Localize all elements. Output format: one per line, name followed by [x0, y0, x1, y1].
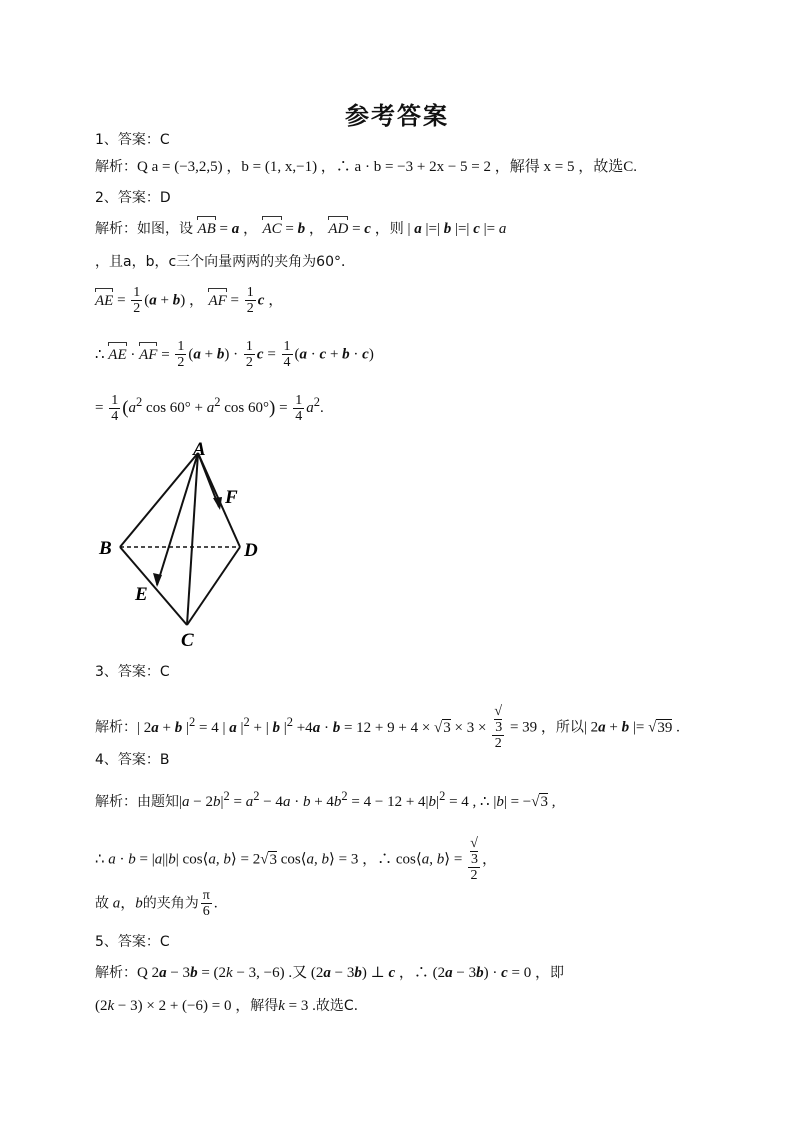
q4-answer: 4、答案：B [95, 752, 170, 768]
q4-known: 由题知 [137, 794, 179, 810]
label-c: C [181, 630, 194, 651]
q2-explanation-3: ∴ AE · AF = $\frac{1}{2}$ (a + b) · $\frac{1}{2}$ c = $\frac{1}{4}$ (a · c + b · c) [95, 339, 374, 370]
q2-explanation-1: 解析：如图，设 AB = a ， AC = b ， AD = c ，则 | a |=| b |=| c |= a [95, 221, 507, 237]
q2-explanation-2: AE = $\frac{1}{2}$ (a + b) ， AF = $\frac{1}{2}$ c ， [95, 285, 284, 316]
q2-then: 则 [389, 221, 404, 237]
q1-label: 解析： [95, 159, 137, 175]
q5-and: 即 [549, 965, 564, 981]
q2-intro: 如图，设 [137, 221, 193, 237]
q2-explanation-4: = $\frac{1}{4}$ ($a^2$ $\cos 60^\circ + a^2$ cos 60°) = $\frac{1}{4}$ $a^2$. [95, 392, 324, 424]
q4-explanation-2: ∴ a · b = |a||b| cos⟨a, b⟩ = 2√3 cos⟨a, b⟩ = 3 ，∴ cos⟨a, b⟩ = √ 3 2 ， [95, 836, 498, 883]
q5-answer: 5、答案：C [95, 934, 170, 950]
q5-explanation-1: 解析：Q 2a − 3b = (2k − 3, −6) .又 (2a − 3b) ⊥ c ，∴ (2a − 3b) · c = 0 ，即 [95, 965, 564, 981]
q4-explanation-1: 解析：由题知$|a - 2b|^2 = a^2 - 4a \cdot b + 4b^2 = 4 - 12 + 4|b|^2 = 4$ , ∴ |b| = −√3 , [95, 789, 556, 810]
vec-ab: AB [197, 221, 216, 237]
q3-label: 解析： [95, 719, 137, 736]
q5-label: 解析： [95, 965, 137, 981]
q5-choose: 故选C. [315, 998, 359, 1014]
q4-explanation-3: 故 a，b的夹角为 $\frac{\pi}{6}$ . [95, 888, 218, 919]
vec-ae: AE [95, 292, 114, 309]
q3-so: 所以 [555, 719, 584, 736]
q1-explanation [95, 157, 637, 177]
label-a: A [193, 439, 206, 460]
vec-ad: AD [328, 221, 349, 237]
q5-explanation-2: (2k − 3) × 2 + (−6) = 0 ，解得k = 3 .故选C. [95, 998, 359, 1014]
q2-conditions: ，且a，b，c三个向量两两的夹角为60°． [95, 254, 355, 270]
vec-af: AF [208, 292, 227, 309]
tetrahedron-figure [90, 435, 280, 655]
vec-ac: AC [262, 221, 282, 237]
q1-answer: 1、答案：C [95, 132, 170, 148]
label-d: D [244, 540, 258, 561]
label-b: B [99, 538, 112, 559]
q5-solve: 解得 [250, 998, 279, 1014]
q4-angle-text: 的夹角为 [142, 895, 199, 912]
q2-label: 解析： [95, 221, 137, 237]
q3-explanation: 解析：| 2a + b $|^2 = 4$ | a $|^2$ + | b $|^2 +4a \cdot b = 12 + 9 + 4 \times √3 \times 3$ × √ 3 2 = 39 ，所以| 2a + b |= √39 . [95, 704, 680, 751]
page-title: 参考答案 [345, 102, 449, 130]
q3-answer: 3、答案：C [95, 664, 170, 680]
q4-label: 解析： [95, 794, 137, 810]
label-e: E [135, 584, 148, 605]
q2-answer: 2、答案：D [95, 190, 171, 206]
q4-therefore: 故 [95, 895, 109, 912]
label-f: F [225, 487, 238, 508]
q1-text: Q a = (−3,2,5) ，b = (1, x,−1) ，∴ a · b = −3 + 2x − 5 = 2 ，解得 x = 5 ，故选C. [137, 159, 637, 175]
